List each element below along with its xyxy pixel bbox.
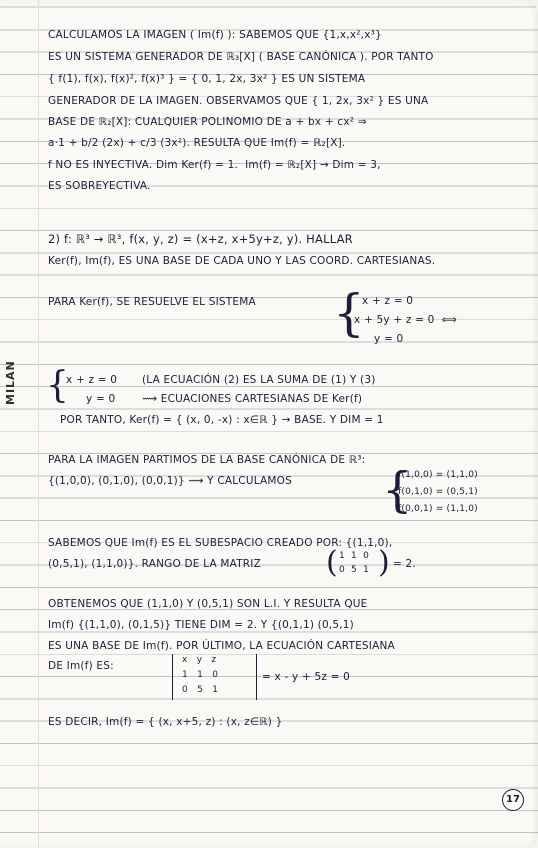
text-line: BASE DE ℝ₂[X]: CUALQUIER POLINOMIO DE a + bx + cx² ⇒ xyxy=(48,116,367,128)
text-line: f NO ES INYECTIVA. Dim Ker(f) = 1. Im(f) = ℝ₂[X] → Dim = 3, xyxy=(48,159,381,171)
text-line: GENERADOR DE LA IMAGEN. OBSERVAMOS QUE { 1, 2x, 3x² } ES UNA xyxy=(48,95,429,107)
text-line: (0,5,1), (1,1,0)}. RANGO DE LA MATRIZ xyxy=(48,558,261,570)
matrix-paren-right: ) xyxy=(378,545,390,580)
text-line: ES DECIR, Im(f) = { (x, x+5, z) : (x, z∈ℝ) } xyxy=(48,716,283,728)
equation: y = 0 xyxy=(86,393,116,405)
text-line: OBTENEMOS QUE (1,1,0) Y (0,5,1) SON L.I. Y RESULTA QUE xyxy=(48,598,368,610)
text-line: = 2. xyxy=(393,558,416,570)
note: (LA ECUACIÓN (2) ES LA SUMA DE (1) Y (3) xyxy=(142,374,376,386)
note: ⟿ ECUACIONES CARTESIANAS DE Ker(f) xyxy=(142,393,363,405)
text-line: PARA LA IMAGEN PARTIMOS DE LA BASE CANÓNICA DE ℝ³: xyxy=(48,454,366,466)
text-line: a·1 + b/2 (2x) + c/3 (3x²). RESULTA QUE Im(f) = ℝ₂[X]. xyxy=(48,137,346,149)
determinant-bar-left xyxy=(172,654,173,700)
result-line: f(0,1,0) = (0,5,1) xyxy=(398,487,478,497)
text-line: { f(1), f(x), f(x)², f(x)³ } = { 0, 1, 2x, 3x² } ES UN SISTEMA xyxy=(48,73,366,85)
text-line: SABEMOS QUE Im(f) ES EL SUBESPACIO CREADO POR: {(1,1,0), xyxy=(48,537,393,549)
determinant-bar-right xyxy=(256,654,257,700)
page-number: 17 xyxy=(502,789,524,811)
brand-label: MILAN xyxy=(4,360,17,405)
matrix-row: 0 5 1 xyxy=(339,565,370,575)
text-line: DE Im(f) ES: xyxy=(48,660,114,672)
system-brace: { xyxy=(333,284,365,342)
text-line: ES SOBREYECTIVA. xyxy=(48,180,151,192)
matrix-row: 1 1 0 xyxy=(339,551,370,561)
equation: y = 0 xyxy=(374,333,404,345)
text-line: CALCULAMOS LA IMAGEN ( Im(f) ): SABEMOS QUE {1,x,x²,x³} xyxy=(48,29,382,41)
equation: x + 5y + z = 0 ⟺ xyxy=(354,314,457,326)
equation: x + z = 0 xyxy=(66,374,118,386)
matrix-paren-left: ( xyxy=(326,545,338,580)
problem-statement: 2) f: ℝ³ → ℝ³, f(x, y, z) = (x+z, x+5y+z, y). HALLAR xyxy=(48,232,353,246)
margin-line xyxy=(38,0,39,848)
results-brace: { xyxy=(382,462,413,518)
equation: x + z = 0 xyxy=(362,295,414,307)
result-line: f(0,0,1) = (1,1,0) xyxy=(398,504,478,514)
text-line: Im(f) {(1,1,0), (0,1,5)} TIENE DIM = 2. Y {(0,1,1) (0,5,1) xyxy=(48,619,354,631)
determinant-row: 0 5 1 xyxy=(182,685,219,695)
text-line: {(1,0,0), (0,1,0), (0,0,1)} ⟿ Y CALCULAMOS xyxy=(48,475,292,487)
result-line: f(1,0,0) = (1,1,0) xyxy=(398,470,478,480)
determinant-row: x y z xyxy=(182,655,217,665)
text-line: ES UNA BASE DE Im(f). POR ÚLTIMO, LA ECUACIÓN CARTESIANA xyxy=(48,640,395,652)
text-line: Ker(f), Im(f), ES UNA BASE DE CADA UNO Y LAS COORD. CARTESIANAS. xyxy=(48,255,436,267)
determinant-row: 1 1 0 xyxy=(182,670,219,680)
text-line: PARA Ker(f), SE RESUELVE EL SISTEMA xyxy=(48,296,256,308)
system-brace: { xyxy=(46,365,69,406)
text-line: = x - y + 5z = 0 xyxy=(262,671,351,683)
text-line: POR TANTO, Ker(f) = { (x, 0, -x) : x∈ℝ } → BASE. Y DIM = 1 xyxy=(60,414,384,426)
text-line: ES UN SISTEMA GENERADOR DE ℝ₃[X] ( BASE CANÓNICA ). POR TANTO xyxy=(48,51,434,63)
